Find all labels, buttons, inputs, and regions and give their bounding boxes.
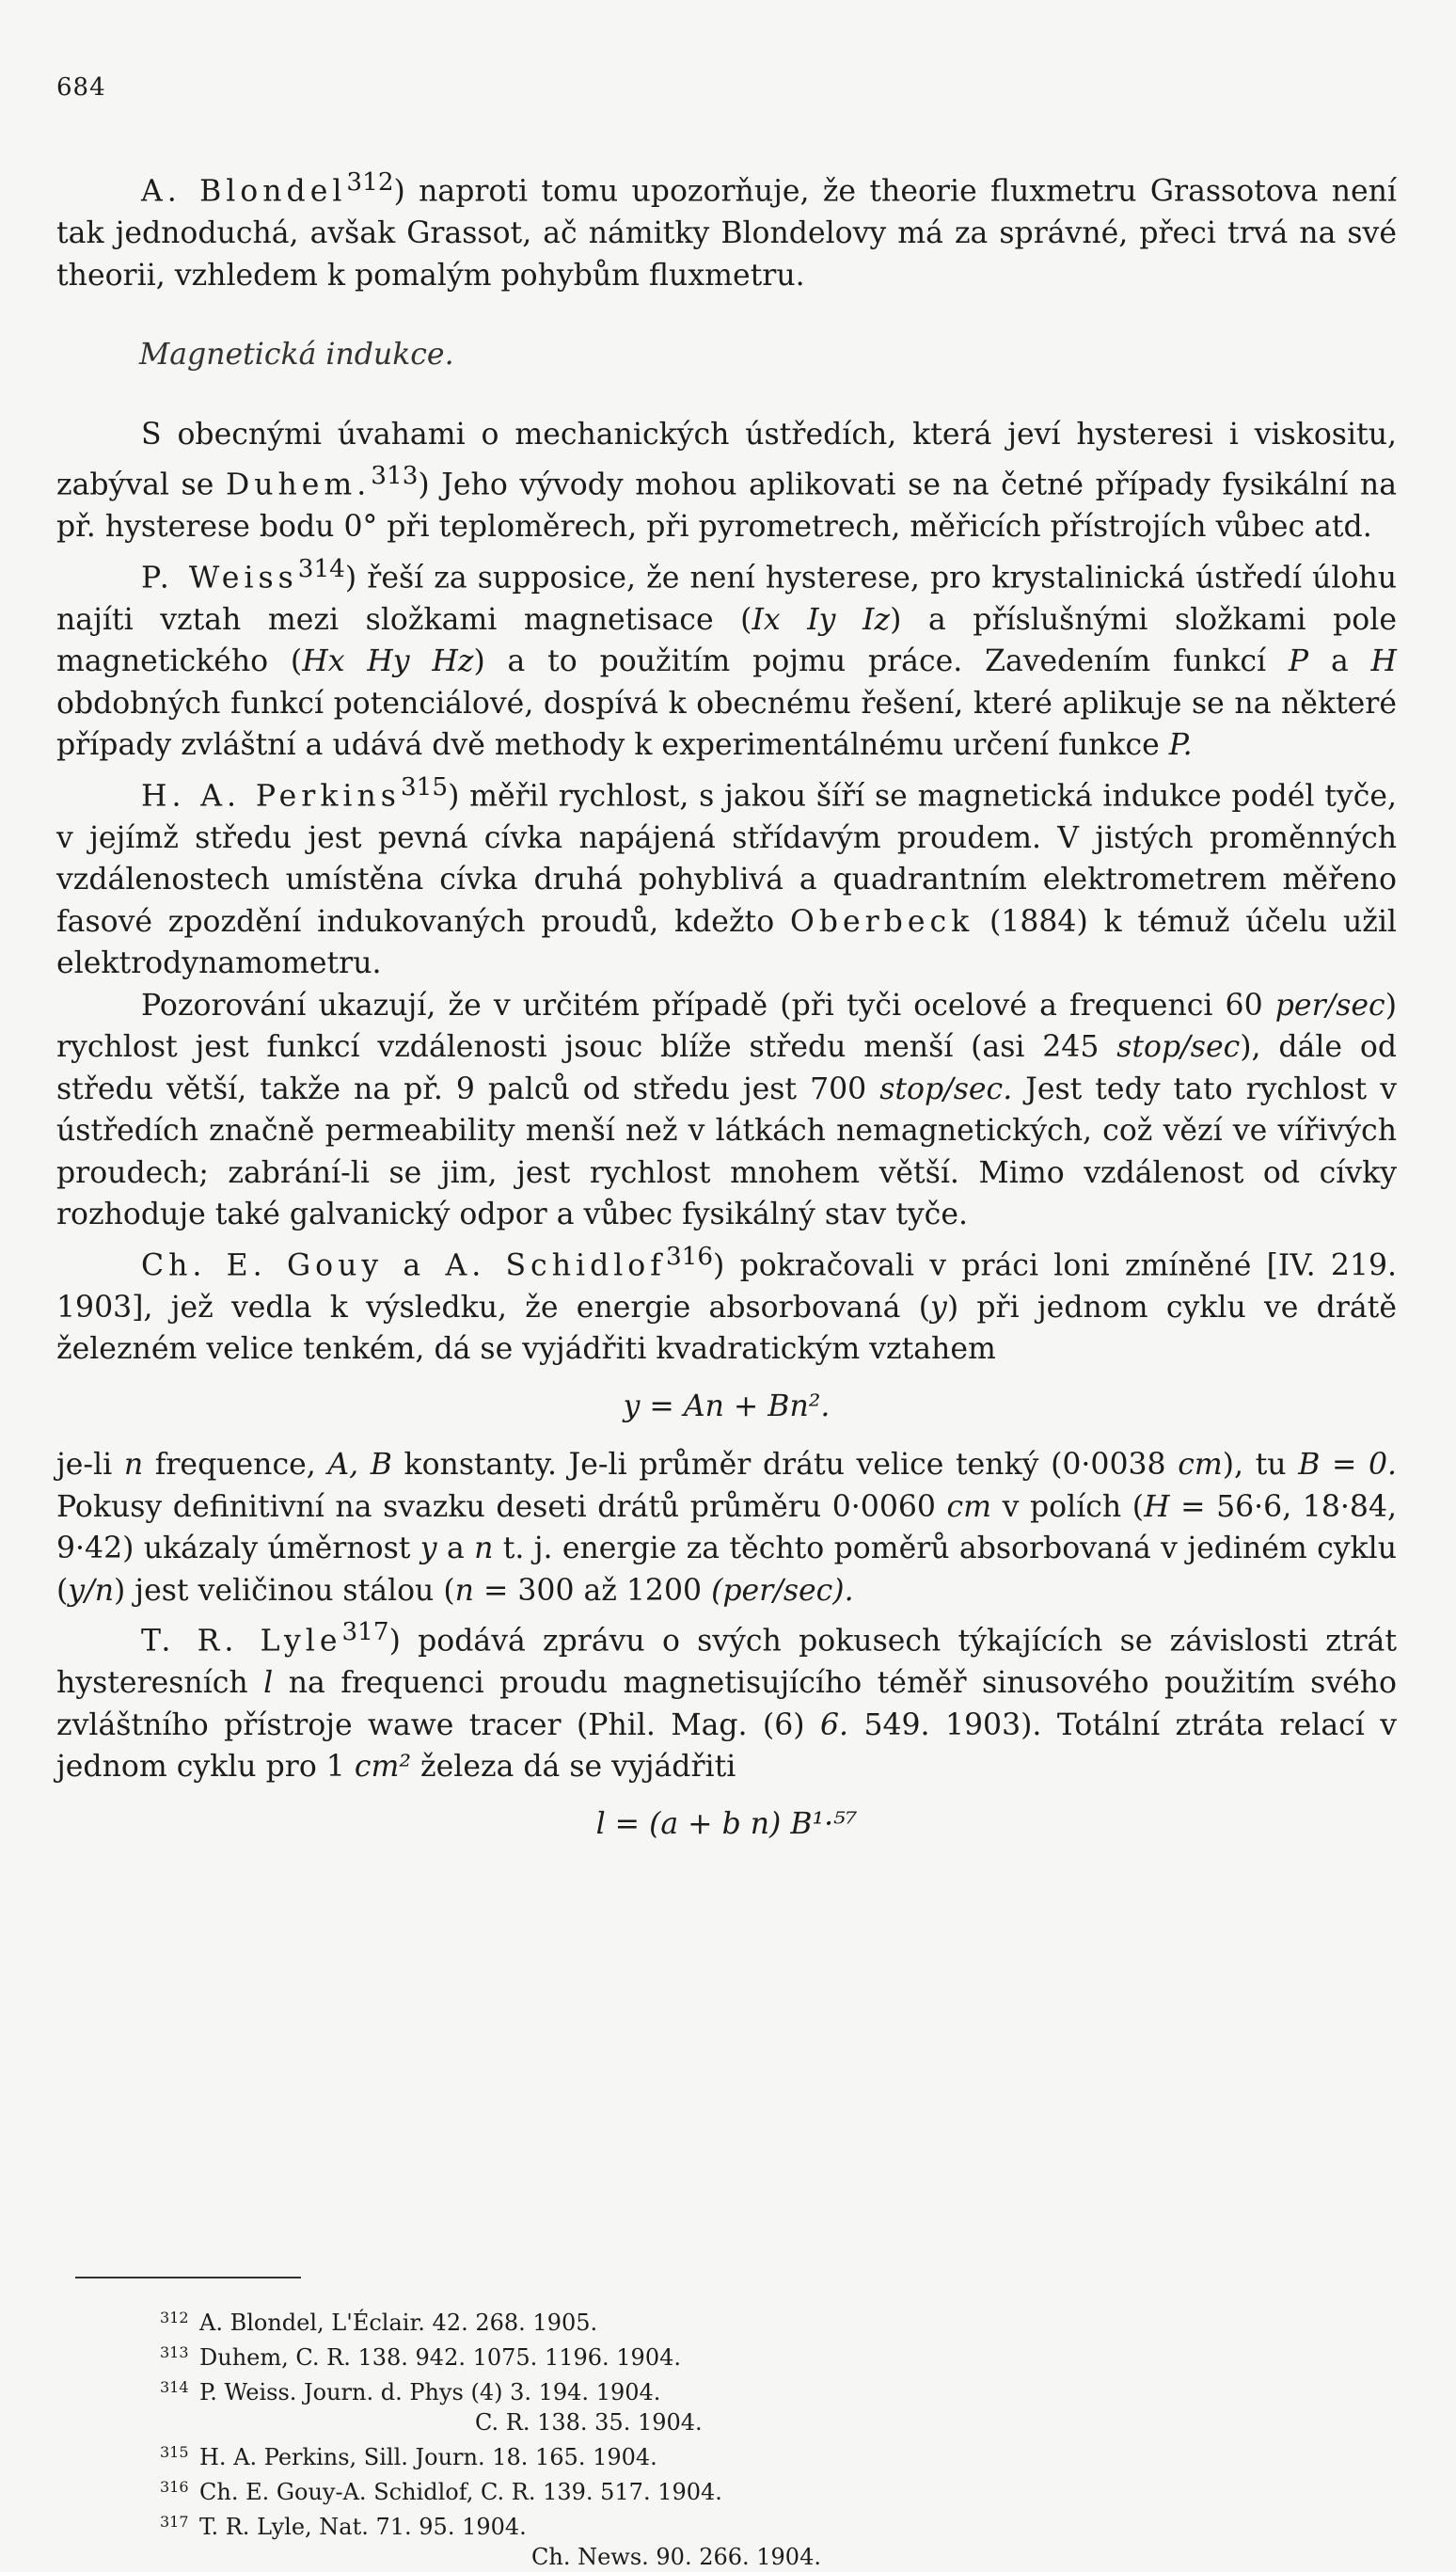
unit: per/sec bbox=[1274, 988, 1385, 1023]
footnote-ref: 317 bbox=[341, 1618, 389, 1646]
text: ), tu bbox=[1222, 1448, 1287, 1482]
footnote bbox=[160, 2373, 1195, 2407]
text: Pozorování ukazují, že v určitém případě (při tyči ocelové a frequenci 60 bbox=[141, 988, 1263, 1023]
footnote-divider bbox=[75, 2277, 301, 2278]
formula-energy: y = An + Bn². bbox=[623, 1389, 831, 1423]
text: ) měřil rychlost, s jakou šíří se magnetická indukce podél tyče, v jejímž středu jest pevná cívka napájená střídavým proudem. V jistých proměnných vzdálenostech umístěna cívka druhá pohyblivá a quadrantním elektrometrem měřeno fasové zpozdění indukovaných proudů, kdežto bbox=[56, 779, 1397, 939]
footnote-ref: 314 bbox=[297, 554, 345, 583]
book-page bbox=[56, 56, 1401, 2570]
footnote-number: 314 bbox=[160, 2378, 189, 2396]
author-name: Duhem. bbox=[225, 468, 372, 502]
text: železa dá se vyjádřiti bbox=[420, 1750, 736, 1784]
footnote-ref: 316 bbox=[665, 1242, 714, 1271]
footnote-ref: 312 bbox=[346, 168, 394, 197]
text: v polích ( bbox=[1002, 1489, 1145, 1524]
footnote bbox=[160, 2472, 1195, 2507]
text: Pokusy definitivní na svazku deseti drátů průměru 0·0060 bbox=[56, 1489, 936, 1524]
page-number: 684 bbox=[56, 73, 106, 102]
footnote bbox=[160, 2437, 1195, 2472]
author-name: H. A. Perkins bbox=[141, 779, 401, 813]
footnote bbox=[160, 2303, 1195, 2338]
text: = 56·6, 18·84, 9·42) ukázaly úměrnost bbox=[56, 1489, 1398, 1565]
math: y/n bbox=[68, 1573, 114, 1608]
text: S obecnými úvahami o mechanických ústředích, která jeví hysteresi i viskositu, zabýval se bbox=[56, 417, 1397, 502]
footnote-text: C. R. 138. 35. 1904. bbox=[475, 2409, 703, 2436]
paragraph-text: ) naproti tomu upozorňuje, že theorie fluxmetru Grassotova není tak jednoduchá, avšak Grassot, ač námitky Blondelovy má za správné, přeci trvá na své theorii, vzhledem k pomalým pohybům fluxmetru. bbox=[56, 174, 1397, 293]
footnote-text: H. A. Perkins, Sill. Journ. 18. 165. 1904. bbox=[199, 2444, 657, 2470]
body-text bbox=[56, 162, 1397, 1862]
unit: cm² bbox=[354, 1750, 412, 1784]
math: y bbox=[930, 1290, 947, 1325]
text: ) a příslušnými složkami pole magnetického ( bbox=[56, 602, 1397, 678]
text: frequence, bbox=[154, 1448, 316, 1482]
footnote-text: Duhem, C. R. 138. 942. 1075. 1196. 1904. bbox=[199, 2344, 681, 2371]
footnote bbox=[160, 2338, 1195, 2373]
math: l bbox=[263, 1666, 274, 1700]
unit: cm bbox=[946, 1489, 992, 1524]
math: H bbox=[1144, 1489, 1170, 1524]
math: n bbox=[123, 1448, 144, 1482]
math: Ix Iy Iz bbox=[752, 602, 891, 637]
author-name: Ch. E. Gouy a A. Schidlof bbox=[141, 1248, 666, 1282]
paragraph-frequency bbox=[56, 1444, 1397, 1611]
text: na frequenci proudu magnetisujícího téměř sinusového použitím svého zvláštního přístroje wawe tracer (Phil. Mag. (6) bbox=[56, 1666, 1398, 1742]
math: 6. bbox=[819, 1707, 849, 1742]
unit: stop/sec bbox=[1116, 1030, 1241, 1064]
paragraph-perkins bbox=[56, 767, 1397, 985]
footnote-number: 313 bbox=[160, 2343, 189, 2361]
text: ) řeší za supposice, že není hysterese, pro krystalinická ústředí úlohu najíti vztah mezi složkami magnetisace ( bbox=[56, 561, 1397, 637]
author-name: P. Weiss bbox=[141, 561, 298, 595]
footnote-number: 316 bbox=[160, 2478, 189, 2496]
text: t. j. energie za těchto poměrů absorbovaná v jediném cyklu ( bbox=[56, 1532, 1397, 1608]
text: a bbox=[1330, 644, 1349, 678]
footnote-text: T. R. Lyle, Nat. 71. 95. 1904. bbox=[199, 2514, 527, 2540]
paragraph-gouy bbox=[56, 1236, 1397, 1371]
unit: cm bbox=[1178, 1448, 1223, 1482]
paragraph-lyle bbox=[56, 1611, 1397, 1788]
author-name: Oberbeck bbox=[789, 904, 974, 939]
math: B = 0. bbox=[1298, 1448, 1397, 1482]
footnote-text: Ch. E. Gouy-A. Schidlof, C. R. 139. 517. 1904. bbox=[199, 2479, 722, 2505]
math: y bbox=[419, 1532, 437, 1565]
text: ) rychlost jest funkcí vzdálenosti jsouc blíže středu menší (asi 245 bbox=[56, 988, 1397, 1064]
unit: stop/sec. bbox=[879, 1072, 1013, 1106]
footnote-number: 317 bbox=[160, 2513, 189, 2531]
math: Hx Hy Hz bbox=[302, 644, 474, 678]
text: ) a to použitím pojmu práce. Zavedením funkcí bbox=[473, 644, 1267, 678]
text: ) pokračovali v práci loni zmíněné [IV. 219. 1903], jež vedla k výsledku, že energie absorbovaná ( bbox=[56, 1248, 1398, 1325]
paragraph-weiss bbox=[56, 548, 1397, 767]
footnote-text: Ch. News. 90. 266. 1904. bbox=[531, 2544, 821, 2570]
footnote-text: P. Weiss. Journ. d. Phys (4) 3. 194. 1904. bbox=[199, 2379, 661, 2405]
author-name: A. Blondel bbox=[141, 174, 347, 209]
text: ) podává zprávu o svých pokusech týkajících se závislosti ztrát hysteresních bbox=[56, 1624, 1397, 1700]
text: ) jest veličinou stálou ( bbox=[114, 1573, 455, 1608]
text: obdobných funkcí potenciálové, dospívá k obecnému řešení, které aplikuje se na některé případy zvláštní a udává dvě methody k experimentálnému určení funkce bbox=[56, 686, 1397, 762]
math: n bbox=[454, 1573, 474, 1608]
text: 549. 1903). Totální ztráta relací v jednom cyklu pro 1 bbox=[56, 1707, 1398, 1784]
author-name: T. R. Lyle bbox=[141, 1624, 342, 1659]
text: ), dále od středu větší, takže na př. 9 palců od středu jest 700 bbox=[56, 1030, 1397, 1106]
math: P. bbox=[1168, 728, 1193, 762]
footnote-continuation bbox=[160, 2542, 1195, 2572]
text: = 300 až 1200 bbox=[483, 1573, 703, 1608]
math: A, B bbox=[327, 1448, 392, 1482]
unit: (per/sec). bbox=[711, 1573, 854, 1608]
text: ) při jednom cyklu ve drátě železném velice tenkém, dá se vyjádřiti kvadratickým vztahem bbox=[56, 1290, 1397, 1366]
text: je-li bbox=[56, 1448, 113, 1482]
footnote-text: A. Blondel, L'Éclair. 42. 268. 1905. bbox=[199, 2310, 598, 2336]
paragraph-duhem bbox=[56, 414, 1397, 548]
footnote-number: 315 bbox=[160, 2443, 189, 2461]
formula-loss: l = (a + b n) B¹·⁵⁷ bbox=[595, 1806, 858, 1841]
footnotes bbox=[160, 2303, 1195, 2572]
footnote-number: 312 bbox=[160, 2309, 189, 2326]
math: H bbox=[1370, 644, 1398, 678]
footnote-ref: 315 bbox=[400, 772, 449, 802]
text: Jest tedy tato rychlost v ústředích značně permeability menší než v látkách nemagnetických, což vězí ve vířivých proudech; zabrání-li se jim, jest rychlost mnohem větší. Mimo vzdálenost od cívky rozhoduje také galvanický odpor a vůbec fysikálný stav tyče. bbox=[56, 1072, 1397, 1231]
text: (1884) k témuž účelu užil elektrodynamometru. bbox=[56, 904, 1398, 980]
math: P bbox=[1288, 644, 1309, 678]
text: konstanty. Je-li průměr drátu velice tenký (0·0038 bbox=[404, 1448, 1166, 1482]
footnote bbox=[160, 2507, 1195, 2542]
footnote-continuation bbox=[160, 2407, 1195, 2437]
section-heading: Magnetická indukce. bbox=[139, 338, 454, 372]
text: ) Jeho vývody mohou aplikovati se na četné případy fysikální na př. hysterese bodu 0° při teploměrech, při pyrometrech, měřicích přístrojích vůbec atd. bbox=[56, 468, 1398, 544]
paragraph-observations bbox=[56, 985, 1397, 1236]
text: a bbox=[446, 1532, 465, 1565]
math: n bbox=[474, 1532, 494, 1565]
footnote-ref: 313 bbox=[371, 462, 419, 490]
paragraph-blondel bbox=[56, 162, 1397, 296]
